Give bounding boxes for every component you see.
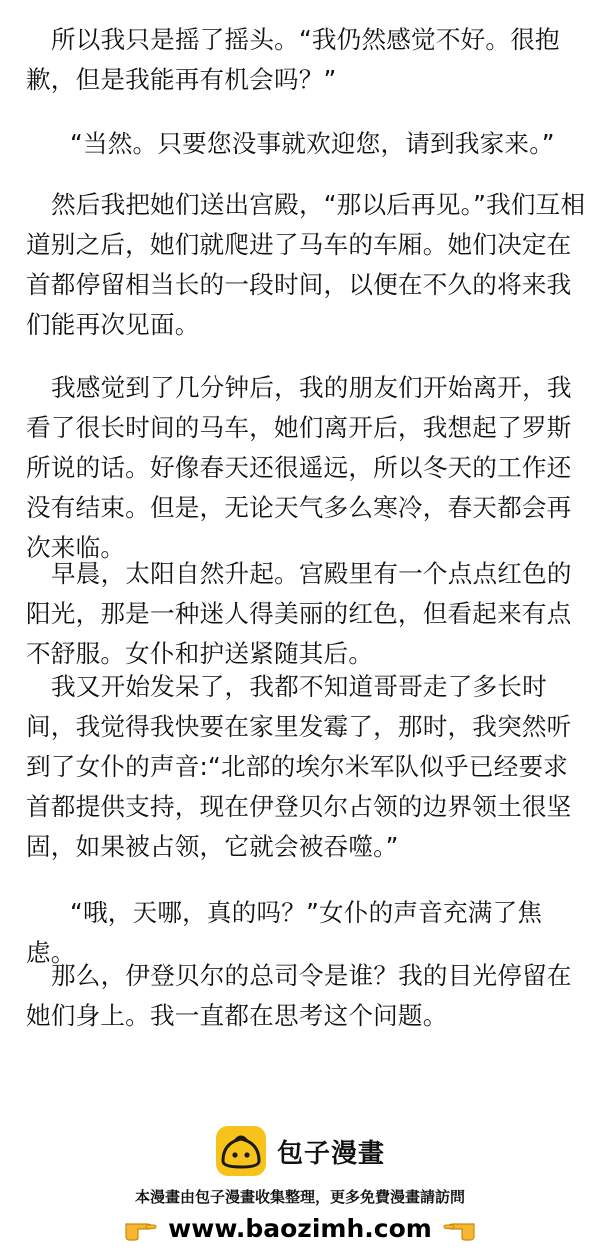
- paragraph: 那么，伊登贝尔的总司令是谁？我的目光停留在她们身上。我一直都在思考这个问题。: [26, 961, 572, 1030]
- brand-name: 包子漫畫: [276, 1138, 385, 1169]
- paragraph: 然后我把她们送出宫殿，“那以后再见。”我们互相道别之后，她们就爬进了马车的车厢。她们决定在首都停留相当长的一段时间，以便在不久的将来我们能再次见面。: [26, 190, 586, 339]
- paragraph: 所以我只是摇了摇头。“我仍然感觉不好。很抱歉，但是我能再有机会吗？”: [26, 25, 560, 94]
- paragraph: “哦，天哪，真的吗？”女仆的声音充满了焦虑。: [26, 898, 543, 967]
- watermark-footer: [0, 1120, 600, 1257]
- bun-logo-icon: [215, 1125, 267, 1177]
- watermark-notice: 本漫畫由包子漫畫收集整理，更多免費漫畫請訪問: [134, 1188, 465, 1206]
- paragraph: 我又开始发呆了，我都不知道哥哥走了多长时间，我觉得我快要在家里发霉了，那时，我突然听到了女仆的声音:“北部的埃尔米军队似乎已经要求首都提供支持，现在伊登贝尔占领的边界领土很坚固，如果被占领，它就会被吞噬。”: [26, 672, 572, 861]
- paragraph: 早晨，太阳自然升起。宫殿里有一个点点红色的阳光，那是一种迷人得美丽的红色，但看起来有点不舒服。女仆和护送紧随其后。: [26, 559, 572, 668]
- pointing-hand-icon: [442, 1214, 476, 1242]
- url-row: [0, 1210, 600, 1246]
- pointing-hand-icon: [124, 1214, 158, 1242]
- paragraph: “当然。只要您没事就欢迎您，请到我家来。”: [70, 129, 555, 158]
- brand-row: [0, 1124, 600, 1178]
- paragraph: 我感觉到了几分钟后，我的朋友们开始离开，我看了很长时间的马车，她们离开后，我想起了罗斯所说的话。好像春天还很遥远，所以冬天的工作还没有结束。但是，无论天气多么寒冷，春天都会再次来临。: [26, 373, 572, 562]
- site-url-link[interactable]: www.baozimh.com: [168, 1213, 432, 1243]
